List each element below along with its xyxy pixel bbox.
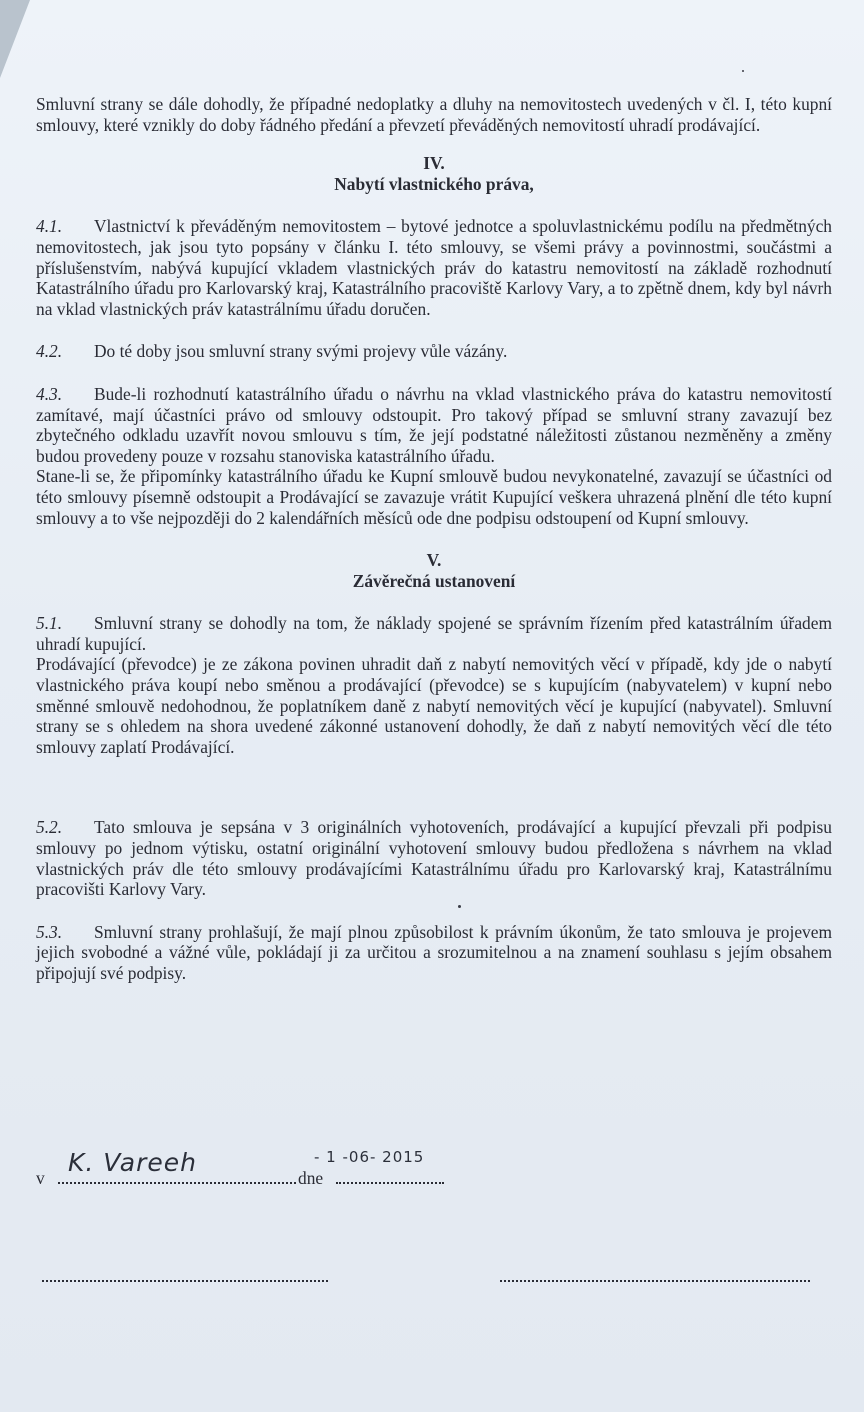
date-stamp: - 1 -06- 2015 [314, 1148, 425, 1166]
place-label: v [36, 1168, 45, 1188]
clause-text: Do té doby jsou smluvní strany svými projevy vůle vázány. [94, 341, 508, 362]
clause-5-2 [36, 817, 832, 899]
clause-number: 5.3. [36, 921, 63, 942]
section-v-title: Závěrečná ustanovení [352, 570, 516, 591]
clause-number: 4.3. [36, 383, 63, 404]
ink-dot [742, 70, 744, 72]
folded-corner [0, 0, 30, 78]
clause-text: Vlastnictví k převáděným nemovitostem – bytové jednotce a spoluvlastnickému podílu na předmětných nemovitostech, jak jsou tyto popsány v článku I. této smlouvy, se všemi právy a povinnostmi, součástmi a příslušenstvím, nabývá kupující vkladem vlastnických práv do katastru nemovitostí na základě rozhodnutí Katastrálního úřadu pro Karlovarský kraj, Katastrálního pracoviště Karlovy Vary, a to zpětně dnem, kdy byl návrh na vklad vlastnických práv katastrálnímu úřadu doručen. [36, 216, 832, 319]
clause-5-1-extra: Prodávající (převodce) je ze zákona povinen uhradit daň z nabytí nemovitých věcí v případě, kdy jde o nabytí vlastnického práva koupí nebo směnou a prodávající (převodce) se s kupujícím (nabyvatelem) v kupní nebo směnné smlouvě nedohodnou, že poplatníkem daně z nabytí nemovitých věcí je kupující (nabyvatel). Smluvní strany se s ohledem na shora uvedené zákonné ustanovení dohodly, že daň z nabytí nemovitých věcí dle této smlouvy zaplatí Prodávající. [36, 654, 832, 757]
intro-paragraph: Smluvní strany se dále dohodly, že případné nedoplatky a dluhy na nemovitostech uvedených v čl. I, této kupní smlouvy, které vznikly do doby řádného předání a převzetí převáděných nemovitostí uhradí prodávající. [36, 94, 832, 135]
place-date-line [36, 1148, 456, 1192]
section-v-number: V. [426, 550, 442, 571]
clause-5-1 [36, 613, 832, 654]
signature-line-seller [42, 1280, 328, 1282]
clause-text: Smluvní strany prohlašují, že mají plnou způsobilost k právním úkonům, že tato smlouva je projevem jejich svobodné a vážné vůle, pokládají ji za určitou a srozumitelnou a na znamení souhlasu s jejím obsahem připojují své podpisy. [36, 921, 832, 983]
clause-number: 5.2. [36, 817, 63, 838]
clause-number: 4.2. [36, 341, 63, 362]
clause-text: Bude-li rozhodnutí katastrálního úřadu o návrhu na vklad vlastnického práva do katastru nemovitostí zamítavé, mají účastníci právo od smlouvy odstoupit. Pro takový případ se smluvní strany zavazují bez zbytečného odkladu uzavřít novou smlouvu s tím, že její podstatné náležitosti zůstanou nezměněny a změny budou provedeny pouze v rozsahu stanoviska katastrálního úřadu. [36, 383, 832, 466]
clause-number: 4.1. [36, 216, 63, 237]
clause-4-3 [36, 384, 832, 466]
section-iv-number: IV. [423, 153, 445, 174]
date-label: dne [298, 1168, 324, 1188]
clause-4-3-extra: Stane-li se, že připomínky katastrálního úřadu ke Kupní smlouvě budou nevykonatelné, zavazují se účastníci od této smlouvy písemně odstoupit a Prodávající se zavazuje vrátit Kupující veškera uhrazená plnění dle této kupní smlouvy a to vše nejpozději do 2 kalendářních měsíců ode dne podpisu odstoupení od Kupní smlouvy. [36, 466, 832, 528]
signature-line-buyer [500, 1280, 810, 1282]
clause-4-1 [36, 216, 832, 319]
section-iv-title: Nabytí vlastnického práva, [334, 173, 534, 194]
clause-5-3 [36, 922, 832, 984]
place-dotted-line [58, 1182, 296, 1184]
clause-4-2 [36, 341, 832, 362]
ink-dot [458, 905, 461, 908]
date-dotted-line [336, 1182, 444, 1184]
place-handwritten: K. Vareeh [68, 1148, 197, 1177]
clause-text: Smluvní strany se dohodly na tom, že náklady spojené se správním řízením před katastrálním úřadem uhradí kupující. [36, 613, 832, 654]
document-body [36, 94, 832, 984]
clause-text: Tato smlouva je sepsána v 3 originálních vyhotoveních, prodávající a kupující převzali při podpisu smlouvy po jednom výtisku, ostatní originální vyhotovení smlouvy budou předložena s návrhem na vklad vlastnických práv dle této smlouvy prodávajícími Katastrálnímu úřadu pro Karlovarský kraj, Katastrálnímu pracovišti Karlovy Vary. [36, 817, 832, 900]
clause-number: 5.1. [36, 613, 63, 634]
